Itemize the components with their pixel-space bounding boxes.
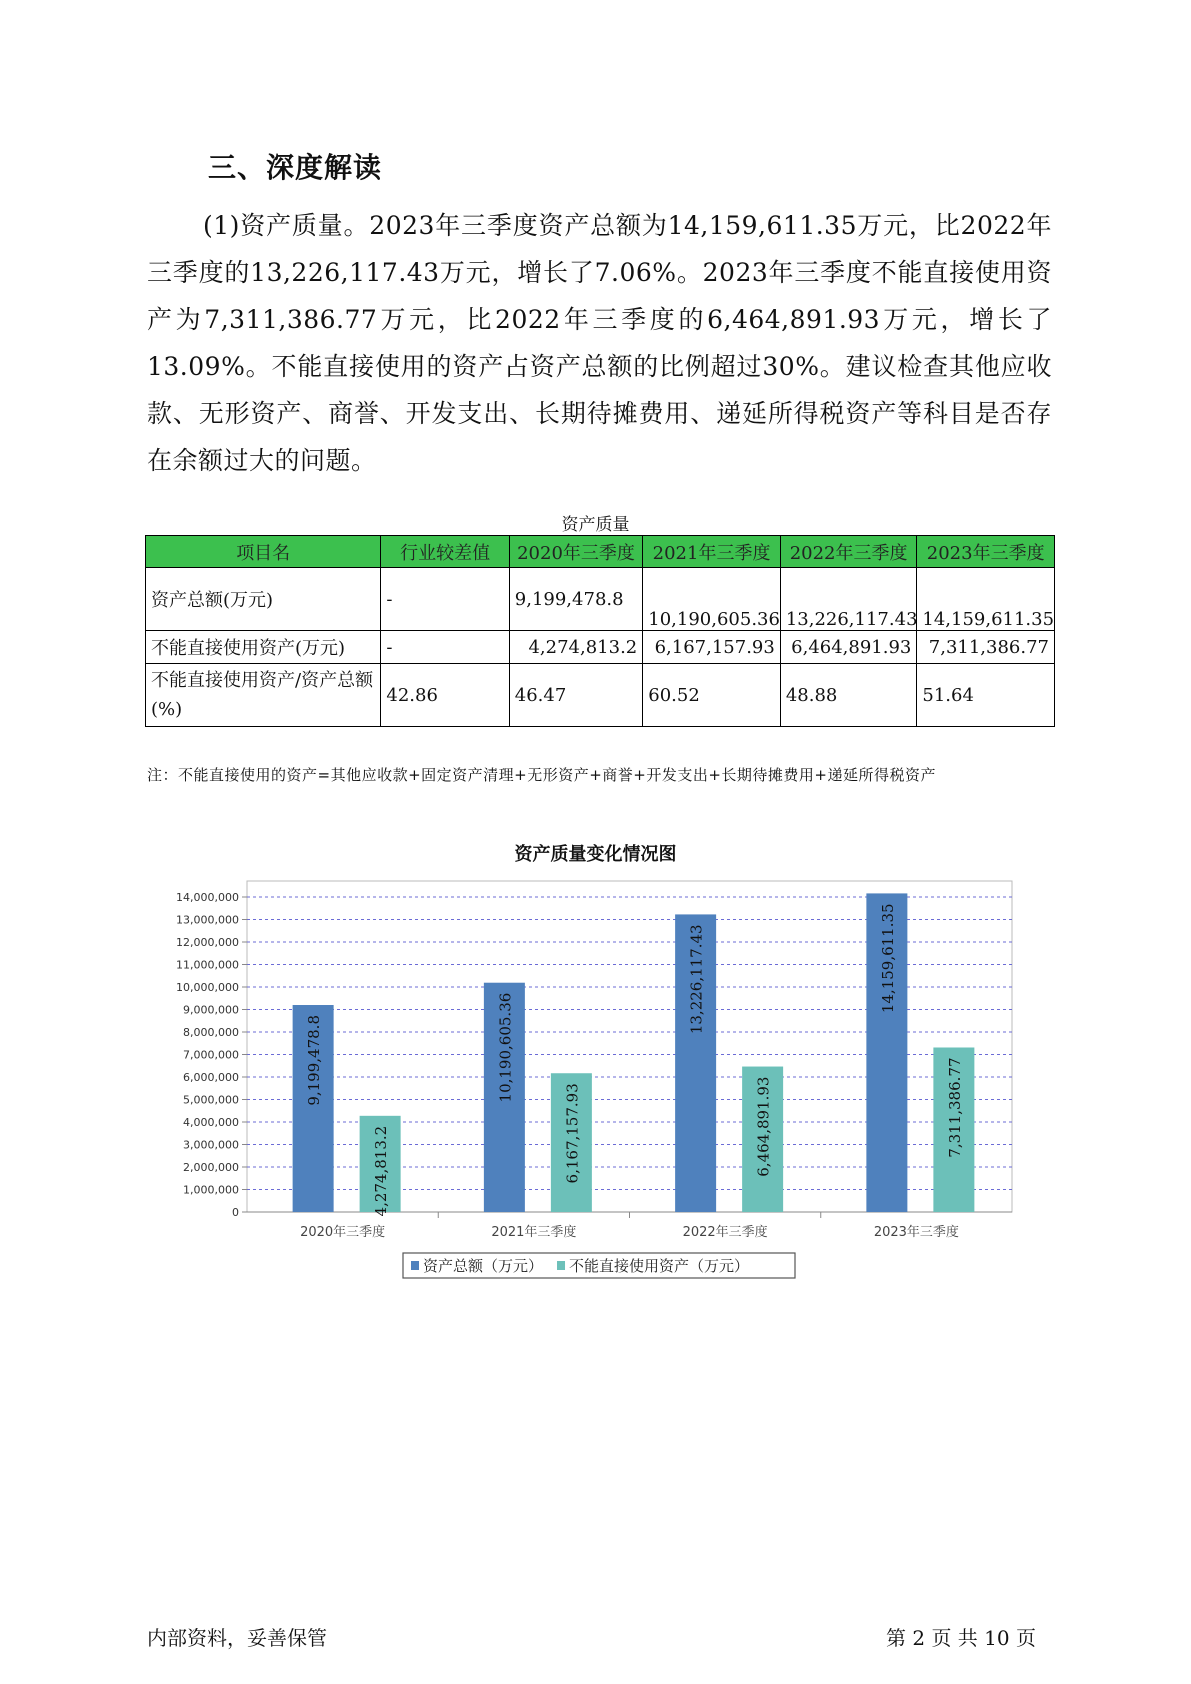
table-cell: 14,159,611.35 [917,568,1055,631]
header-2022q3: 2022年三季度 [780,536,917,568]
header-item-name: 项目名 [146,536,381,568]
legend-label: 资产总额（万元） [423,1257,544,1275]
legend-swatch [411,1261,419,1270]
table-cell: 4,274,813.2 [509,631,642,664]
table-cell: 13,226,117.43 [780,568,917,631]
bar-data-label: 7,311,386.77 [945,1057,964,1158]
footer-confidential-note: 内部资料，妥善保管 [147,1626,327,1650]
y-tick-label: 13,000,000 [176,913,239,927]
row-label: 资产总额(万元) [146,568,381,631]
y-tick-label: 5,000,000 [183,1093,239,1107]
header-2020q3: 2020年三季度 [509,536,642,568]
bar-data-label: 6,167,157.93 [563,1083,582,1184]
table-cell: 10,190,605.36 [643,568,781,631]
header-2023q3: 2023年三季度 [917,536,1055,568]
y-tick-label: 7,000,000 [183,1048,239,1062]
x-tick-label: 2020年三季度 [300,1225,386,1240]
bar-data-label: 14,159,611.35 [878,903,897,1014]
header-industry-poor: 行业较差值 [381,536,509,568]
legend-swatch [557,1261,565,1270]
analysis-paragraph: (1)资产质量。2023年三季度资产总额为14,159,611.35万元，比2022年三季度的13,226,117.43万元，增长了7.06%。2023年三季度不能直接使用资产为7,311,386.77万元，比2022年三季度的6,464,891.93万元，增长了13.09%。不能直接使用的资产占资产总额的比例超过30%。建议检查其他应收款、无形资产、商誉、开发支出、长期待摊费用、递延所得税资产等科目是否存在余额过大的问题。 [147,211,1052,475]
table-cell: 6,464,891.93 [780,631,917,664]
section-heading: 三、深度解读 [208,151,383,184]
y-tick-label: 10,000,000 [176,981,239,994]
table-cell: 46.47 [509,664,642,727]
y-tick-label: 3,000,000 [183,1138,239,1152]
y-tick-label: 12,000,000 [176,936,239,949]
header-2021q3: 2021年三季度 [643,536,781,568]
bar-data-label: 10,190,605.36 [496,992,515,1103]
table-cell: 60.52 [643,664,781,727]
y-tick-label: 6,000,000 [183,1071,239,1084]
footer-page-number: 第 2 页 共 10 页 [886,1626,1036,1650]
table-cell: 42.86 [381,664,509,727]
legend-label: 不能直接使用资产（万元） [569,1257,750,1275]
y-tick-label: 11,000,000 [176,958,239,972]
table-cell: - [381,631,509,664]
table-cell: 6,167,157.93 [643,631,781,664]
y-tick-label: 4,000,000 [183,1116,239,1129]
table-cell: 51.64 [917,664,1055,727]
y-tick-label: 8,000,000 [183,1026,239,1039]
y-tick-label: 9,000,000 [183,1003,239,1017]
bar-data-label: 6,464,891.93 [754,1076,773,1177]
table-title: 资产质量 [561,515,630,535]
chart-title: 资产质量变化情况图 [514,844,677,865]
y-tick-label: 14,000,000 [176,891,239,904]
x-tick-label: 2023年三季度 [873,1225,959,1240]
table-note: 注：不能直接使用的资产=其他应收款+固定资产清理+无形资产+商誉+开发支出+长期待摊费用+递延所得税资产 [147,766,936,784]
row-label: 不能直接使用资产(万元) [146,631,381,664]
bar-data-label: 9,199,478.8 [305,1015,324,1106]
bar-data-label: 4,274,813.2 [372,1125,391,1217]
y-tick-label: 2,000,000 [183,1161,239,1174]
table-cell: 48.88 [780,664,917,727]
x-tick-label: 2022年三季度 [682,1225,768,1240]
y-tick-label: 1,000,000 [183,1183,239,1197]
table-cell: 7,311,386.77 [917,631,1055,664]
table-cell: 9,199,478.8 [509,568,642,631]
x-tick-label: 2021年三季度 [491,1225,577,1240]
bar-data-label: 13,226,117.43 [687,924,706,1035]
table-cell: - [381,568,509,631]
row-label: 不能直接使用资产/资产总额(%) [146,664,381,727]
y-tick-label: 0 [232,1206,239,1219]
